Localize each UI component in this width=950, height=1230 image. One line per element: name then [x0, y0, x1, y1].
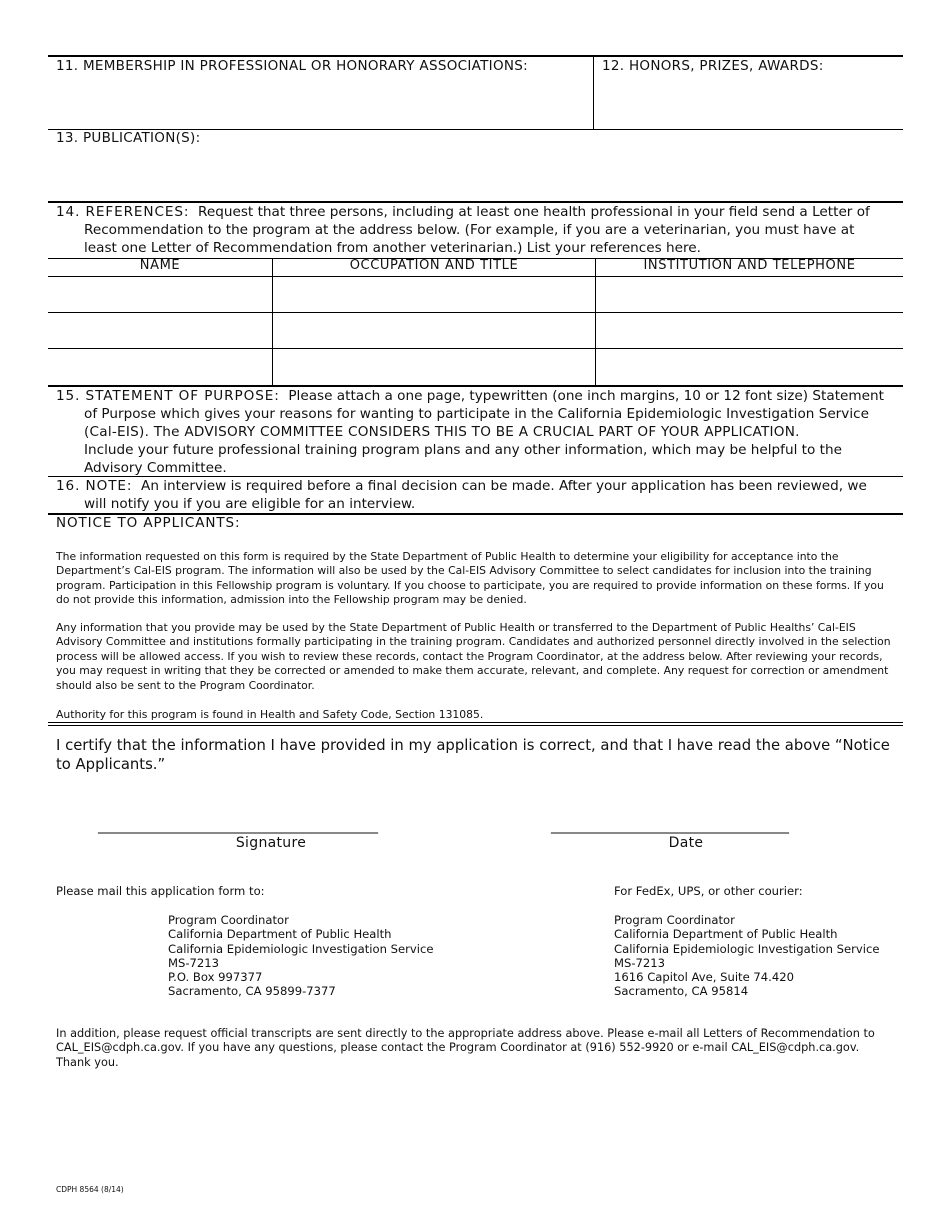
section-14-line1: Request that three persons, including at least one health professional in your field send a Letter of: [198, 204, 870, 220]
date-label: Date: [668, 835, 704, 851]
col-header-occupation: OCCUPATION AND TITLE: [349, 258, 519, 273]
footer-note-line1: In addition, please request official transcripts are sent directly to the appropriate address above. Please e-mail all Letters of Recommendation to: [56, 1027, 875, 1040]
mail-address-line: Sacramento, CA 95899-7377: [168, 984, 336, 999]
section-16-line1: An interview is required before a final decision can be made. After your application has been reviewed, we: [141, 478, 867, 494]
reference-3-name-cell[interactable]: [48, 349, 272, 384]
courier-address: [614, 913, 879, 999]
reference-2-occupation-cell[interactable]: [273, 313, 595, 348]
mail-address-line: California Epidemiologic Investigation Service: [168, 941, 434, 956]
mail-address-line: MS-7213: [168, 955, 220, 970]
section-11-12-divider: [593, 56, 594, 129]
double-rule-top: [48, 722, 903, 723]
certify-line1: I certify that the information I have provided in my application is correct, and that I have read the above “Notice: [56, 737, 890, 754]
col-header-institution: INSTITUTION AND TELEPHONE: [643, 258, 856, 273]
footer-note-line3: Thank you.: [56, 1055, 119, 1069]
section-14-line3: least one Letter of Recommendation from another veterinarian.) List your references here.: [84, 240, 701, 256]
mail-heading: Please mail this application form to:: [56, 884, 265, 898]
footer-note-line2: CAL_EIS@cdph.ca.gov. If you have any questions, please contact the Program Coordinator at (916) 552-9920 or e-mail CAL_EIS@cdph.ca.gov.: [56, 1041, 860, 1055]
certify-text: [56, 737, 890, 774]
reference-1-occupation-cell[interactable]: [273, 277, 595, 312]
notice-authority: Authority for this program is found in Health and Safety Code, Section 131085.: [56, 708, 484, 721]
courier-heading: For FedEx, UPS, or other courier:: [614, 884, 803, 898]
membership-field[interactable]: [48, 80, 592, 128]
honors-field[interactable]: [595, 80, 902, 128]
section-13-label: 13. PUBLICATION(S):: [56, 130, 201, 146]
section-15-line5: Advisory Committee.: [84, 460, 227, 476]
top-rule: [48, 55, 903, 57]
section-15-line1: Please attach a one page, typewritten (one inch margins, 10 or 12 font size) Statement: [288, 388, 884, 404]
mail-address-line: P.O. Box 997377: [168, 970, 263, 985]
section-16-label: 16. NOTE:: [56, 478, 133, 494]
mail-address-line: Program Coordinator: [168, 913, 289, 927]
mail-address: [168, 913, 433, 999]
section-12-label: 12. HONORS, PRIZES, AWARDS:: [602, 58, 824, 74]
courier-address-line: California Epidemiologic Investigation Service: [614, 941, 880, 956]
footer-note: [56, 1027, 875, 1070]
notice-paragraph-1: The information requested on this form is required by the State Department of Public Health to determine your eligibility for acceptance into the Department’s Cal-EIS program. The information will also be used by the Cal-EIS Advisory Committee to select candidates for inclusion into the training program. Participation in this Fellowship program is voluntary. If you choose to participate, you are required to provide information on these forms. If you do not provide this information, admission into the Fellowship program may be denied.: [56, 550, 884, 607]
double-rule-bottom: [48, 725, 903, 726]
form-id: CDPH 8564 (8/14): [56, 1185, 124, 1194]
section-11-label: 11. MEMBERSHIP IN PROFESSIONAL OR HONORARY ASSOCIATIONS:: [56, 58, 528, 74]
mail-address-line: California Department of Public Health: [168, 927, 392, 942]
section-15-line2: of Purpose which gives your reasons for wanting to participate in the California Epidemiologic Investigation Service: [84, 406, 869, 422]
section-15-label: 15. STATEMENT OF PURPOSE:: [56, 388, 280, 404]
reference-2-institution-cell[interactable]: [596, 313, 903, 348]
reference-2-name-cell[interactable]: [48, 313, 272, 348]
notice-paragraph-2: Any information that you provide may be used by the State Department of Public Health or transferred to the Department of Public Healths’ Cal-EIS Advisory Committee and institutions formally participating in the training program. Candidates and authorized personnel directly involved in the selection process will be allowed access. If you wish to review these records, contact the Program Coordinator, at the address below. After reviewing your records, you may request in writing that they be corrected or amended to make them accurate, relevant, and complete. Any request for correction or amendment should also be sent to the Program Coordinator.: [56, 621, 891, 692]
courier-address-line: 1616 Capitol Ave, Suite 74.420: [614, 970, 794, 985]
courier-address-line: MS-7213: [614, 955, 666, 970]
section-14-label: 14. REFERENCES:: [56, 204, 190, 220]
section-16-line2: will notify you if you are eligible for an interview.: [84, 496, 416, 512]
publications-field[interactable]: [48, 150, 903, 200]
section-15-line4: Include your future professional training program plans and any other information, which may be helpful to the: [84, 442, 842, 458]
section-15-line3: (Cal-EIS). The ADVISORY COMMITTEE CONSIDERS THIS TO BE A CRUCIAL PART OF YOUR APPLICATION.: [84, 424, 800, 440]
courier-address-line: Sacramento, CA 95814: [614, 984, 749, 999]
section-14-text: [56, 203, 870, 257]
signature-line[interactable]: ________________________________________: [98, 818, 378, 834]
notice-heading: NOTICE TO APPLICANTS:: [56, 515, 241, 531]
reference-1-name-cell[interactable]: [48, 277, 272, 312]
courier-address-line: Program Coordinator: [614, 913, 735, 927]
col-header-name: NAME: [139, 258, 181, 273]
section-14-line2: Recommendation to the program at the address below. (For example, if you are a veterinarian, you must have at: [84, 222, 855, 238]
reference-3-occupation-cell[interactable]: [273, 349, 595, 384]
courier-address-line: California Department of Public Health: [614, 927, 838, 942]
date-line[interactable]: __________________________________: [551, 818, 789, 834]
reference-1-institution-cell[interactable]: [596, 277, 903, 312]
section-15-text: [56, 387, 884, 477]
signature-label: Signature: [235, 835, 307, 851]
section-16-text: [56, 477, 867, 513]
reference-3-institution-cell[interactable]: [596, 349, 903, 384]
certify-line2: to Applicants.”: [56, 755, 166, 773]
